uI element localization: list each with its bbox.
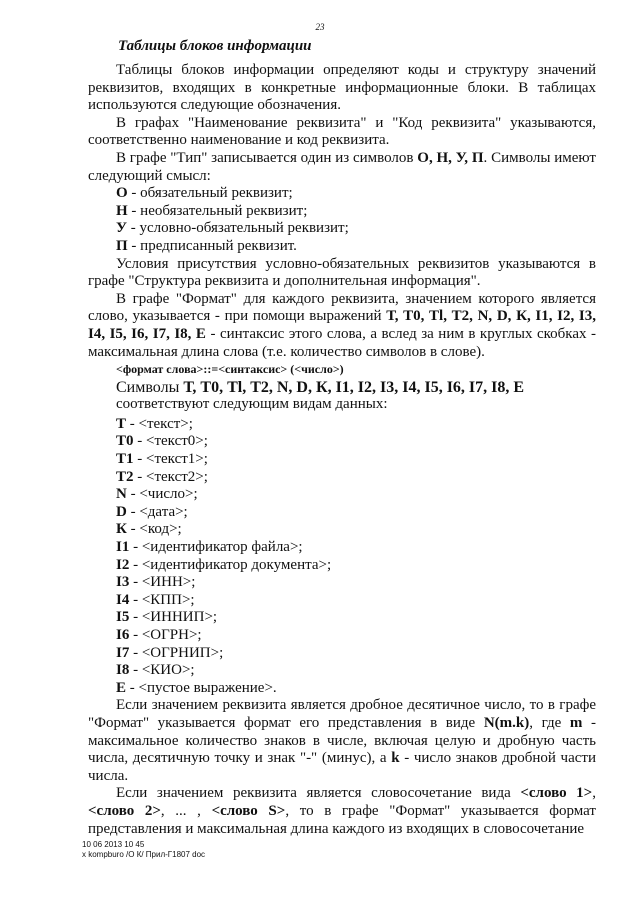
list-item: D - <дата>;	[116, 503, 188, 520]
type-list	[88, 185, 596, 255]
type-text-after: . Символы имеют следующий смысл:	[88, 149, 596, 184]
list-item: Н - необязательный реквизит;	[116, 202, 308, 219]
data-type-list	[88, 416, 596, 698]
document-footer	[82, 840, 205, 860]
section-title: Таблицы блоков информации	[118, 38, 312, 54]
list-item: I5 - <ИННИП>;	[116, 609, 218, 626]
list-item: I2 - <идентификатор документа>;	[116, 556, 332, 573]
list-item: I1 - <идентификатор файла>;	[116, 539, 303, 556]
list-item: I4 - <КПП>;	[116, 591, 195, 608]
list-item: I3 - <ИНН>;	[116, 574, 196, 591]
type-text-before: В графе "Тип" записывается один из символов	[116, 149, 418, 166]
list-item: У - условно-обязательный реквизит;	[116, 220, 349, 237]
format-syntax-line: <формат слова>::=<синтаксис> (<число>)	[116, 362, 344, 377]
list-item: I6 - <ОГРН>;	[116, 627, 202, 643]
list-item: I8 - <КИО>;	[116, 662, 195, 679]
list-item: Т - <текст>;	[116, 415, 193, 432]
symbols-line-cont: соответствуют следующим видам данных:	[116, 396, 388, 413]
paragraph-conditions: Условия присутствия условно-обязательных реквизитов указываются в графе "Структура реквизита и дополнительная информация".	[88, 255, 596, 290]
list-item: N - <число>;	[116, 486, 198, 503]
symbols-line: Символы Т, Т0, Тl, Т2, N, D, К, I1, I2, I3, I4, I5, I6, I7, I8, Е	[116, 378, 525, 396]
footer-filepath: x kompburo /О К/ Прил-Г1807 doc	[82, 850, 206, 859]
paragraph-type	[88, 150, 596, 185]
list-item: О - обязательный реквизит;	[116, 185, 293, 202]
list-item: Е - <пустое выражение>.	[116, 679, 277, 696]
document-body	[88, 62, 596, 838]
list-item: П - предписанный реквизит.	[116, 237, 297, 254]
list-item: Т0 - <текст0>;	[116, 433, 208, 450]
list-item: I7 - <ОГРНИП>;	[116, 644, 224, 661]
paragraph-decimal: Если значением реквизита является дробное десятичное число, то в графе "Формат" указывается формат его представления в виде N(m.k), где m - максимальное количество знаков в числе, включая целую и дробную часть числа, десятичную точку и знак "-" (минус), а k - число знаков дробной части числа.	[88, 697, 596, 784]
page-number: 23	[315, 22, 325, 32]
list-item: Т1 - <текст1>;	[116, 451, 208, 468]
format-codes: Т, Т0, Тl, Т2, N, D, К, I1, I2, I3, I4, I5, I6, I7, I8, Е	[88, 308, 596, 342]
list-item: Т2 - <текст2>;	[116, 468, 208, 485]
paragraph-format: В графе "Формат" для каждого реквизита, значением которого является слово, указывается - при помощи выражений Т, Т0, Тl, Т2, N, D, К, I1, I2, I3, I4, I5, I6, I7, I8, Е - синтаксис этого слова, а вслед за ним в круглых скобках - максимальная длина слова (т.е. количество символов в слове).	[88, 290, 596, 360]
paragraph-name-code: В графах "Наименование реквизита" и "Код реквизита" указываются, соответственно наименование и код реквизита.	[88, 114, 596, 149]
footer-timestamp: 10 06 2013 10 45	[82, 840, 145, 849]
paragraph-intro: Таблицы блоков информации определяют коды и структуру значений реквизитов, входящих в конкретные информационные блоки. В таблицах используются следующие обозначения.	[88, 62, 596, 114]
paragraph-phrase: Если значением реквизита является словосочетание вида <слово 1>, <слово 2>, ... , <слово S>, то в графе "Формат" указывается формат представления и максимальная длина каждого из входящих в словосочетание	[88, 785, 596, 837]
list-item: К - <код>;	[116, 521, 182, 538]
type-symbols: О, Н, У, П	[417, 149, 484, 166]
